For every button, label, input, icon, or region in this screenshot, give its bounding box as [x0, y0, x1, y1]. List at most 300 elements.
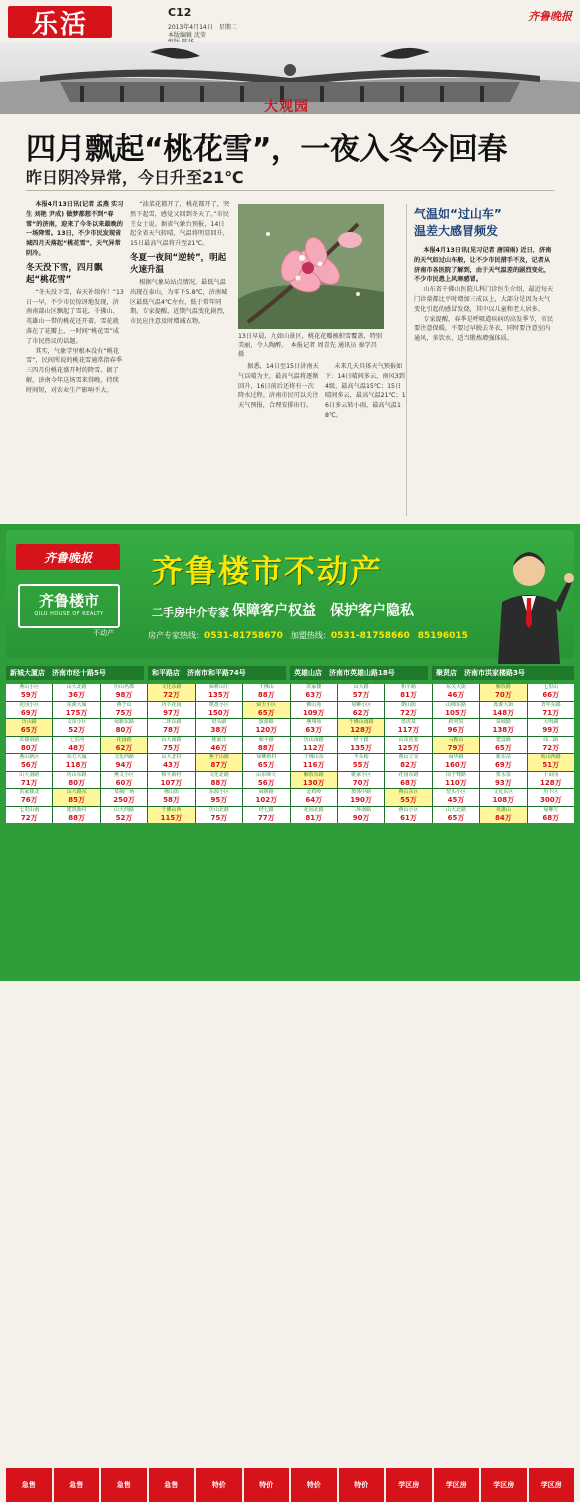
listing-price: 102万 — [255, 796, 278, 804]
ad-title: 齐鲁楼市不动产 — [152, 554, 383, 590]
column-title: 大观园 — [264, 99, 309, 115]
listing-cell — [291, 789, 337, 806]
listing-price: 250万 — [113, 796, 135, 804]
listing-cell — [196, 684, 242, 701]
listing-cell — [196, 702, 242, 719]
listing-name: 历山路 — [21, 719, 37, 725]
listing-cell — [433, 789, 479, 806]
listing-name: 金鸡岭 — [306, 789, 322, 795]
listing-name: 羊头峪 — [353, 754, 369, 760]
listing-cell — [6, 772, 52, 789]
listing-name: 英雄山 — [495, 806, 511, 813]
listing-price: 148万 — [492, 708, 515, 717]
listing-price: 57万 — [352, 691, 370, 699]
listing-price: 108万 — [492, 796, 515, 804]
listing-price: 66万 — [542, 691, 560, 699]
listing-cell — [6, 754, 52, 771]
article-paragraph: 其实，气象学里根本没有“桃花雪”，民间所说的桃花雪通常指春季三四月份桃花盛开时的降雪。据了解，济南今年这场雪来得晚，持续时间短，对农业生产影响不大。 — [26, 347, 123, 394]
sidebar-paragraph: 山东省千佛山医院儿科门诊医生介绍，最近每天门诊量都比平时增加三成以上，大部分是因为天气变化引起的感冒发烧，其中以儿童和老人居多。 — [414, 286, 554, 313]
ad-brand-english: QILU HOUSE OF REALTY — [34, 611, 104, 617]
promo-badge: 急售 — [6, 1468, 52, 1502]
listing-price: 64万 — [305, 796, 323, 804]
store-header: 和平路店 济南市和平路74号 — [148, 666, 286, 680]
listing-name: 舜耕路 — [258, 789, 274, 795]
listing-price: 95万 — [210, 796, 228, 804]
listing-price: 68万 — [542, 813, 560, 822]
paper-logo: 齐鲁晚报 — [528, 10, 572, 23]
listing-cell — [480, 702, 526, 719]
store-header: 聚贤店 济南市洪家楼路3号 — [432, 666, 574, 680]
promo-badge: 急售 — [101, 1468, 147, 1502]
listing-cell — [148, 772, 194, 789]
sidebar-lead: 本报4月13日讯(见习记者 唐国雨) 近日，济南的天气如过山车般，让不少市民措手不及，记者从济南市各医院了解到，由于天气温差的剧烈变化，不少市民患上风寒感冒。 — [414, 247, 552, 284]
article-subhead-1: 冬天没下雪，四月飘起“桃花雪” — [26, 262, 103, 285]
listing-cell — [53, 737, 99, 754]
listing-cell — [433, 684, 479, 701]
listing-cell — [243, 789, 289, 806]
listing-price: 94万 — [115, 761, 133, 769]
listing-name: 千佛山南路 — [348, 719, 374, 725]
store-header: 新城大厦店 济南市经十路5号 — [6, 666, 144, 680]
listing-cell — [480, 772, 526, 789]
listing-cell — [101, 789, 147, 806]
listing-name: 和平路 — [258, 736, 274, 743]
listing-name: 燕山立交 — [398, 754, 419, 760]
listing-cell — [148, 719, 194, 736]
listing-name: 新东站 — [495, 754, 511, 760]
listing-price: 77万 — [257, 813, 275, 822]
listing-cell — [528, 789, 574, 806]
listing-name: 泉城路 — [495, 719, 511, 725]
listing-cell — [196, 754, 242, 771]
listing-cell — [528, 807, 574, 824]
listing-price: 63万 — [305, 691, 323, 699]
listing-name: 闵子骞路 — [445, 771, 466, 778]
listing-name: 和平新村 — [161, 771, 182, 778]
listing-name: 文化东路 — [161, 684, 182, 690]
listing-price: 87万 — [210, 761, 228, 769]
listing-name: 佛山苑 — [306, 701, 322, 708]
listing-grid — [6, 684, 574, 823]
promo-badge: 特价 — [339, 1468, 385, 1502]
listing-cell — [53, 772, 99, 789]
listing-name: 洪家楼北 — [19, 789, 40, 795]
listing-cell — [101, 737, 147, 754]
listing-price: 88万 — [210, 778, 228, 787]
promo-badge: 急售 — [54, 1468, 100, 1502]
listing-name: 历下花园 — [161, 701, 182, 708]
hotline-number: 85196015 — [417, 631, 468, 641]
listing-price: 160万 — [445, 761, 467, 769]
sidebar-headline — [414, 206, 502, 240]
listing-name: 历山名郡 — [114, 684, 135, 690]
listing-price: 300万 — [539, 796, 562, 804]
listing-price: 84万 — [494, 813, 512, 822]
listing-cell — [385, 719, 431, 736]
listing-price: 62万 — [115, 743, 133, 752]
listing-name: 燕子山路 — [208, 754, 229, 760]
listing-price: 135万 — [350, 743, 372, 752]
listing-cell — [148, 807, 194, 824]
listing-name: 山大南路 — [161, 736, 182, 743]
listing-cell — [243, 737, 289, 754]
listing-name: 经十路 — [353, 736, 369, 743]
listing-cell — [480, 719, 526, 736]
listing-name: 甸新东路 — [114, 719, 135, 725]
ad-slogan: 保障客户权益 保护客户隐私 — [232, 603, 414, 619]
listing-cell — [385, 702, 431, 719]
listing-name: 山大北村 — [161, 754, 182, 760]
listing-name: 旅游路 — [258, 719, 274, 725]
listing-name: 山师东路 — [445, 701, 466, 708]
listing-cell — [291, 772, 337, 789]
listing-name: 山大南路 — [19, 771, 40, 778]
listing-name: 青年东路 — [540, 701, 561, 708]
listing-price: 112万 — [302, 743, 325, 752]
listing-cell — [338, 737, 384, 754]
listing-price: 70万 — [494, 691, 512, 699]
listing-price: 81万 — [400, 691, 417, 699]
listing-cell — [6, 702, 52, 719]
listing-name: 东方大厦 — [66, 754, 87, 760]
ad-brand-tag: 不动产 — [93, 629, 114, 637]
listing-cell — [480, 684, 526, 701]
listing-price: 98万 — [115, 691, 133, 699]
listing-cell — [148, 737, 194, 754]
article-paragraph: 根据气象局站点情况，最低气温出现在泰山，为零下5.8℃，济南城区最低气温4℃左右，低于常年同期。专家提醒，近期气温变化剧烈，市民应注意及时增减衣物。 — [130, 278, 229, 326]
listing-price: 60万 — [115, 778, 133, 787]
listing-price: 80万 — [115, 726, 133, 734]
listing-cell — [196, 719, 242, 736]
listing-name: 棋盘小区 — [208, 701, 229, 708]
listing-cell — [433, 702, 479, 719]
listing-name: 东源大厦 — [66, 701, 87, 708]
listing-price: 81万 — [305, 813, 323, 822]
listing-cell — [480, 754, 526, 771]
listing-name: 燕翔苑 — [306, 719, 322, 725]
listing-cell — [6, 719, 52, 736]
listing-name: 马鞍山 — [448, 736, 464, 743]
listing-name: 山大路 — [353, 684, 369, 690]
listing-price: 65万 — [447, 813, 465, 822]
listing-price: 107万 — [160, 778, 183, 787]
listing-cell — [528, 754, 574, 771]
listing-price: 82万 — [400, 761, 417, 769]
sidebar-headline-line-1: 气温如“过山车” — [414, 207, 502, 221]
article-column-1 — [26, 200, 124, 516]
subheadline: 昨日阴冷异常，今日升至21℃ — [26, 168, 244, 187]
listing-name: 朝山街 — [401, 701, 417, 708]
column-divider — [406, 204, 407, 516]
listing-cell — [338, 719, 384, 736]
listing-price: 72万 — [542, 743, 560, 752]
listing-cell — [53, 719, 99, 736]
listing-name: 燕山东区 — [398, 789, 419, 795]
listing-name: 历山南路 — [303, 736, 324, 743]
listing-name: 浆水泉 — [495, 771, 511, 778]
listing-cell — [480, 807, 526, 824]
sidebar-paragraph: 专家提醒，春季是呼吸道疾病的高发季节，市民要注意保暖，不要过早脱去冬衣，同时要注意室内通风，多饮水，适当锻炼增强体质。 — [414, 315, 554, 343]
listing-name: 和平路 — [401, 684, 417, 690]
section-logo: 乐活 — [8, 6, 112, 38]
listing-name: 大明湖 — [543, 719, 559, 725]
ad-brand-name: 齐鲁楼市 — [38, 592, 99, 610]
promo-badge: 急售 — [149, 1468, 195, 1502]
ad-header — [6, 530, 574, 658]
article-paragraph: 未来几天具体天气预报如下：14日晴间多云，南风3到4级，最高气温15℃；15日晴间多云，最高气温21℃；16日多云转小雨，最高气温18℃。 — [325, 363, 406, 419]
listing-name: 解放东路 — [303, 771, 324, 778]
listing-price: 63万 — [305, 726, 323, 734]
listing-name: 纬二路 — [543, 736, 559, 743]
listing-cell — [480, 737, 526, 754]
masthead — [0, 0, 580, 42]
listing-price: 150万 — [208, 708, 230, 717]
listing-cell — [101, 702, 147, 719]
listing-cell — [291, 754, 337, 771]
listing-name: 十亩园 — [543, 771, 559, 778]
listing-price: 115万 — [160, 813, 183, 822]
listing-name: 文东小区 — [66, 719, 87, 725]
listing-cell — [291, 702, 337, 719]
store-header: 英雄山店 济南市英雄山路18号 — [290, 666, 428, 680]
article-paragraph: “油菜花都开了，桃花都开了，突然下起雪，感觉又回到冬天了。”市民王女士说。据省气象台预报，14日起全省天气转晴，气温将明显回升，15日最高气温将升至21℃。 — [130, 201, 230, 248]
listing-cell — [528, 772, 574, 789]
listing-price: 96万 — [447, 726, 465, 734]
promo-badge: 学区房 — [386, 1468, 432, 1502]
listing-name: 建设路 — [495, 736, 511, 743]
hotline-number: 0531-81758660 — [330, 631, 410, 641]
listing-price: 88万 — [257, 691, 275, 699]
ad-slogan-left: 二手房中介专家 — [152, 606, 229, 619]
listing-name: 燕文小区 — [114, 771, 135, 778]
listing-price: 52万 — [115, 813, 133, 822]
listing-price: 38万 — [210, 726, 228, 734]
listing-cell — [338, 702, 384, 719]
listing-price: 118万 — [65, 761, 88, 769]
listing-cell — [291, 684, 337, 701]
listing-price: 116万 — [302, 761, 325, 769]
listing-cell — [196, 789, 242, 806]
listing-name: 山大西路 — [114, 806, 135, 813]
listing-cell — [148, 754, 194, 771]
listing-name: 文化东区 — [493, 789, 514, 795]
listing-cell — [433, 807, 479, 824]
listing-price: 99万 — [542, 726, 560, 734]
listing-cell — [148, 789, 194, 806]
listing-name: 二环东路 — [161, 719, 182, 725]
listing-price: 138万 — [492, 726, 515, 734]
listing-price: 78万 — [163, 726, 180, 734]
listing-price: 128万 — [350, 726, 372, 734]
listing-name: 文化西路 — [114, 754, 135, 760]
photo-caption: 13日早晨，九如山景区，桃花花瓣被积雪覆盖，特别美丽，令人陶醉。 本报记者 周青先 通讯员 秦学昌 摄 — [238, 333, 382, 358]
listing-cell — [196, 807, 242, 824]
listing-name: 七里山 — [543, 684, 559, 690]
listing-cell — [338, 789, 384, 806]
listing-price: 48万 — [68, 743, 85, 752]
listing-name: 燕山小区 — [19, 684, 40, 690]
listing-name: 姚家庄 — [211, 736, 227, 743]
promo-row — [6, 1468, 574, 1502]
listing-price: 72万 — [400, 708, 417, 717]
listing-name: 二环南路 — [351, 806, 372, 813]
listing-price: 51万 — [542, 761, 560, 769]
listing-name: 历山东路 — [66, 771, 87, 778]
listing-cell — [6, 684, 52, 701]
listing-cell — [101, 807, 147, 824]
listing-cell — [148, 684, 194, 701]
listing-name: 山东师大 — [256, 771, 277, 778]
listing-name: 山东省委 — [398, 736, 419, 743]
promo-badge: 学区房 — [481, 1468, 527, 1502]
listing-name: 燕山小区 — [398, 806, 419, 813]
listing-price: 105万 — [445, 708, 467, 717]
listing-price: 69万 — [494, 761, 512, 769]
listing-price: 110万 — [445, 778, 467, 787]
listing-cell — [101, 684, 147, 701]
listing-cell — [6, 789, 52, 806]
listing-cell — [196, 737, 242, 754]
listing-name: 燕子山 — [116, 701, 132, 708]
listing-price: 46万 — [210, 743, 228, 752]
listing-price: 97万 — [163, 708, 180, 717]
listing-cell — [338, 684, 384, 701]
listing-name: 文化北路 — [208, 771, 229, 778]
listing-price: 76万 — [20, 796, 38, 804]
promo-badge: 学区房 — [434, 1468, 480, 1502]
listing-cell — [528, 702, 574, 719]
listing-price: 71万 — [542, 708, 560, 717]
listing-price: 59万 — [20, 691, 38, 699]
article-column-3 — [238, 362, 406, 516]
listing-cell — [243, 772, 289, 789]
listing-cell — [6, 807, 52, 824]
listing-name: 洪楼南路 — [19, 736, 40, 743]
listing-cell — [243, 807, 289, 824]
page-number: C12 — [168, 6, 192, 19]
listing-price: 65万 — [257, 708, 275, 717]
editor-credit: 本版编辑 沈莹 — [168, 32, 206, 39]
listing-price: 46万 — [447, 691, 465, 699]
listing-cell — [243, 702, 289, 719]
listing-cell — [338, 772, 384, 789]
listing-cell — [53, 684, 99, 701]
listing-price: 190万 — [350, 796, 372, 804]
listing-name: 窑头路 — [211, 719, 227, 725]
listing-cell — [528, 719, 574, 736]
listing-cell — [53, 754, 99, 771]
sidebar-headline-line-2: 温差大感冒频发 — [414, 224, 499, 238]
sidebar-article — [414, 246, 554, 516]
listing-price: 71万 — [20, 778, 38, 787]
listing-price: 85万 — [68, 796, 85, 804]
promo-badge: 特价 — [291, 1468, 337, 1502]
listing-price: 72万 — [20, 813, 38, 822]
listing-cell — [433, 737, 479, 754]
listing-price: 93万 — [494, 778, 512, 787]
listing-name: 东源小区 — [208, 789, 229, 795]
headline-divider — [26, 190, 554, 191]
listing-cell — [243, 684, 289, 701]
listing-price: 43万 — [163, 761, 180, 769]
businessman-illustration — [484, 540, 574, 664]
listing-cell — [6, 737, 52, 754]
listing-price: 75万 — [115, 708, 133, 717]
listing-cell — [385, 807, 431, 824]
listing-cell — [338, 807, 384, 824]
listing-name: 姚家小区 — [351, 771, 372, 778]
listing-price: 109万 — [302, 708, 325, 717]
ad-hotline — [148, 630, 468, 641]
listing-cell — [385, 754, 431, 771]
ad-paper-badge: 齐鲁晚报 — [16, 544, 120, 570]
listing-price: 36万 — [68, 691, 85, 699]
real-estate-advertisement — [0, 524, 580, 1489]
listing-name: 趵突泉 — [448, 719, 464, 725]
listing-cell — [291, 737, 337, 754]
listing-name: 花园小区 — [19, 701, 40, 708]
listing-price: 175万 — [65, 708, 88, 717]
listing-name: 花园东路 — [398, 771, 419, 778]
listing-name: 建筑新村 — [66, 806, 87, 813]
listing-cell — [101, 754, 147, 771]
listing-price: 68万 — [400, 778, 417, 787]
listing-name: 窑头小区 — [445, 789, 466, 795]
listing-name: 舜玉小区 — [256, 701, 277, 708]
listing-price: 79万 — [447, 743, 465, 752]
promo-badge: 特价 — [196, 1468, 242, 1502]
listing-cell — [53, 807, 99, 824]
listing-cell — [528, 684, 574, 701]
listing-price: 117万 — [397, 726, 420, 734]
listing-cell — [433, 772, 479, 789]
listing-name: 七里山南 — [19, 806, 40, 813]
listing-price: 128万 — [539, 778, 562, 787]
listing-price: 80万 — [20, 743, 38, 752]
listing-price: 75万 — [210, 813, 228, 822]
listing-name: 甸柳小区 — [351, 701, 372, 708]
listing-name: 经七路 — [258, 806, 274, 813]
listing-cell — [385, 772, 431, 789]
listing-name: 花园路 — [116, 736, 132, 743]
listing-name: 七里河 — [69, 736, 85, 743]
listing-cell — [433, 719, 479, 736]
article-lead: 本报4月13日讯(记者 孟燕 实习生 刘艳 尹成) 做梦都想不到“春雪”的济南，迎来了今冬以来最晚的一场降雪。13日，不少市民发现省城四月天落起“桃花雪”，天气异常阴冷。 — [26, 201, 124, 257]
listing-name: 舜华路 — [448, 754, 464, 760]
listing-cell — [385, 789, 431, 806]
listing-price: 125万 — [397, 743, 420, 752]
listing-name: 历下区 — [543, 789, 559, 795]
listing-name: 泺源大街 — [493, 701, 514, 708]
listing-name: 山大北路 — [66, 684, 87, 690]
listing-price: 61万 — [400, 813, 417, 822]
listing-name: 洪家楼 — [306, 684, 322, 690]
listing-cell — [480, 789, 526, 806]
listing-price: 88万 — [68, 813, 85, 822]
hotline-label: 房产专家热线： — [148, 631, 204, 640]
listing-cell — [101, 772, 147, 789]
listing-cell — [338, 754, 384, 771]
listing-price: 88万 — [257, 743, 275, 752]
listing-cell — [148, 702, 194, 719]
listing-price: 70万 — [352, 778, 370, 787]
listing-name: 解放路 — [495, 684, 511, 690]
listing-name: 舜耕山庄 — [208, 684, 229, 690]
listing-price: 65万 — [20, 726, 38, 734]
listing-cell — [433, 754, 479, 771]
listing-price: 75万 — [163, 743, 180, 752]
listing-cell — [243, 719, 289, 736]
